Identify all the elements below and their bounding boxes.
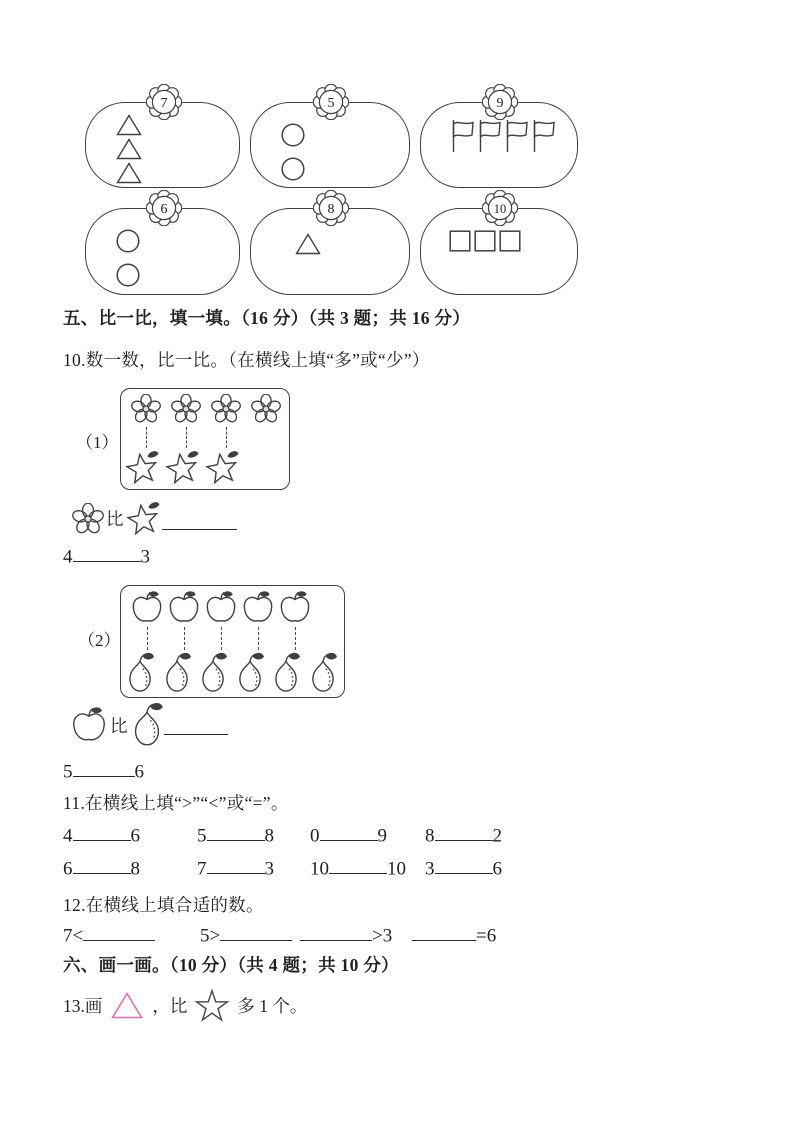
svg-text:6: 6	[160, 202, 167, 217]
q11-item	[310, 822, 425, 847]
circle-icon	[116, 263, 140, 287]
q10-part1-number-compare	[63, 543, 150, 568]
triangle-icon	[295, 233, 321, 255]
answer-blank	[207, 822, 265, 841]
flag-icon	[503, 118, 529, 154]
answer-blank	[83, 922, 155, 941]
square-icon	[499, 230, 521, 252]
circle-icon	[281, 123, 305, 147]
counting-box	[420, 96, 578, 188]
pear-icon	[125, 652, 155, 694]
number-left: 0	[310, 825, 320, 847]
expression-after: =6	[476, 925, 497, 947]
answer-blank	[73, 855, 131, 874]
apple-icon	[130, 591, 164, 624]
flower-number-badge	[313, 84, 349, 120]
apple-icon	[167, 591, 201, 624]
number-left: 10	[310, 858, 329, 880]
q13-comma: ，比	[152, 996, 188, 1016]
q10-part2-picture-box	[120, 585, 345, 698]
star-flower-icon	[125, 449, 161, 486]
q11-text: 11.在横线上填“>”“<”或“=”。	[63, 793, 289, 813]
answer-blank	[164, 717, 228, 735]
counting-box	[420, 202, 578, 295]
square-icon	[474, 230, 496, 252]
counting-box	[250, 96, 410, 188]
flower-number-badge	[482, 190, 518, 226]
svg-text:9: 9	[496, 96, 504, 111]
q10-part2-label: （2）	[78, 631, 121, 650]
apple-icon	[70, 707, 108, 743]
counting-box	[250, 202, 410, 295]
q12-item	[300, 922, 412, 947]
flower-icon	[131, 394, 161, 424]
star-icon	[194, 988, 230, 1023]
svg-text:7: 7	[160, 96, 167, 111]
answer-blank	[73, 758, 135, 777]
q10-part1-answer-line	[72, 500, 237, 537]
match-connector-line	[258, 627, 259, 650]
star-flower-icon	[126, 500, 162, 537]
q10-part2-number-compare	[63, 758, 144, 783]
triangle-icon	[116, 138, 142, 160]
section-6-title: 六、画一画。（10 分）（共 4 题；共 10 分）	[63, 955, 399, 975]
number-right: 3	[140, 546, 150, 568]
flag-icon	[530, 118, 556, 154]
answer-blank	[220, 922, 292, 941]
number-left: 5	[197, 825, 207, 847]
number-left: 3	[425, 858, 435, 880]
q11-row	[63, 855, 502, 888]
number-right: 8	[264, 825, 274, 847]
number-right: 2	[492, 825, 502, 847]
match-connector-line	[146, 427, 147, 448]
answer-blank	[162, 512, 237, 530]
q13-line	[63, 988, 307, 1023]
circle-icon	[281, 157, 305, 181]
number-right: 6	[492, 858, 502, 880]
section-5-title: 五、比一比，填一填。（16 分）（共 3 题；共 16 分）	[63, 308, 471, 328]
flower-icon	[171, 394, 201, 424]
q12-item	[412, 922, 496, 947]
square-icon	[449, 230, 471, 252]
flower-icon	[72, 503, 104, 535]
answer-blank	[73, 822, 131, 841]
flag-icon	[476, 118, 502, 154]
triangle-icon	[116, 114, 142, 136]
flag-icon	[449, 118, 475, 154]
expression-after: >3	[372, 925, 393, 947]
q12-item	[63, 922, 200, 947]
q13-prefix: 13.画	[63, 996, 103, 1016]
q10-part2-answer-line	[70, 702, 228, 748]
circle-icon	[116, 229, 140, 253]
flower-number-badge	[146, 190, 182, 226]
expression-before: 5>	[200, 925, 221, 947]
number-right: 6	[130, 825, 140, 847]
pear-icon	[198, 652, 228, 694]
svg-text:10: 10	[493, 202, 507, 216]
answer-blank	[300, 922, 372, 941]
match-connector-line	[186, 427, 187, 448]
star-flower-icon	[165, 449, 201, 486]
number-right: 3	[264, 858, 274, 880]
number-right: 9	[377, 825, 387, 847]
compare-word: 比	[106, 509, 124, 529]
number-left: 5	[63, 761, 73, 783]
svg-text:8: 8	[327, 202, 335, 217]
q12-text: 12.在横线上填合适的数。	[63, 895, 264, 915]
match-connector-line	[226, 427, 227, 448]
q11-item	[310, 855, 425, 880]
number-right: 10	[387, 858, 406, 880]
q13-suffix: 多 1 个。	[237, 996, 308, 1016]
q10-text: 10.数一数，比一比。（在横线上填“多”或“少”）	[63, 350, 430, 370]
q11-item	[425, 855, 502, 880]
number-left: 7	[197, 858, 207, 880]
q12-row	[63, 922, 496, 947]
match-connector-line	[147, 627, 148, 650]
pear-icon	[130, 702, 164, 748]
expression-before: 7<	[63, 925, 84, 947]
answer-blank	[207, 855, 265, 874]
number-left: 8	[425, 825, 435, 847]
q10-part1-label: （1）	[76, 433, 119, 452]
answer-blank	[320, 822, 378, 841]
flower-icon	[251, 394, 281, 424]
q11-item	[197, 822, 310, 847]
q10-part1-picture-box	[120, 388, 290, 490]
q11-item	[197, 855, 310, 880]
apple-icon	[278, 591, 312, 624]
flower-icon	[211, 394, 241, 424]
number-right: 6	[134, 761, 144, 783]
q11-row	[63, 822, 502, 855]
match-connector-line	[184, 627, 185, 650]
match-connector-line	[221, 627, 222, 650]
q11-rows	[63, 822, 502, 888]
pink-triangle-icon	[111, 992, 143, 1019]
star-flower-icon	[205, 449, 241, 486]
apple-icon	[204, 591, 238, 624]
pear-icon	[271, 652, 301, 694]
flower-number-badge	[313, 190, 349, 226]
number-right: 8	[130, 858, 140, 880]
q11-item	[63, 822, 197, 847]
pear-icon	[235, 652, 265, 694]
number-left: 6	[63, 858, 73, 880]
answer-blank	[329, 855, 387, 874]
q11-item	[63, 855, 197, 880]
counting-box	[85, 202, 240, 295]
svg-text:5: 5	[327, 96, 335, 111]
pear-icon	[308, 652, 338, 694]
flower-number-badge	[146, 84, 182, 120]
pear-icon	[162, 652, 192, 694]
number-left: 4	[63, 825, 73, 847]
q12-item	[200, 922, 300, 947]
apple-icon	[241, 591, 275, 624]
answer-blank	[412, 922, 476, 941]
compare-word: 比	[110, 715, 128, 736]
triangle-icon	[116, 162, 142, 184]
match-connector-line	[295, 627, 296, 650]
answer-blank	[73, 543, 141, 562]
counting-box	[85, 96, 240, 188]
answer-blank	[435, 855, 493, 874]
answer-blank	[435, 822, 493, 841]
q11-item	[425, 822, 502, 847]
flower-number-badge	[482, 84, 518, 120]
number-left: 4	[63, 546, 73, 568]
